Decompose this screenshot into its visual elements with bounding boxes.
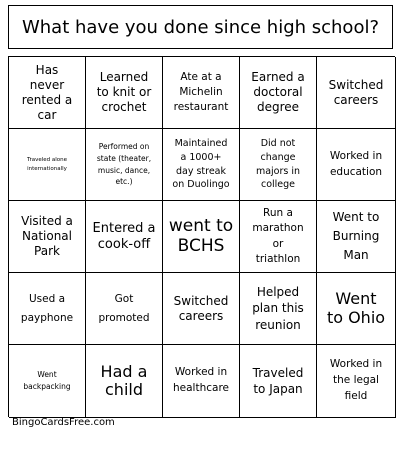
bingo-cell-r4c2[interactable] [86, 273, 163, 345]
card-title: What have you done since high school? [21, 16, 380, 38]
bingo-cell-r5c5[interactable] [317, 345, 396, 418]
bingo-cell-r3c5[interactable] [317, 201, 396, 273]
cell-text: Went backpacking [23, 370, 71, 391]
bingo-cell-r2c1[interactable] [9, 129, 86, 201]
card-title-box [8, 5, 393, 49]
cell-text: Worked in healthcare [173, 366, 229, 394]
bingo-cell-r3c1[interactable] [9, 201, 86, 273]
bingo-cell-r5c2[interactable] [86, 345, 163, 418]
cell-text: Switched careers [173, 293, 229, 323]
footer-brand: BingoCardsFree.com [12, 417, 115, 428]
cell-text: Traveled to Japan [252, 365, 304, 396]
cell-text: Ate at a Michelin restaurant [173, 70, 229, 114]
bingo-cell-r3c4[interactable] [240, 201, 317, 273]
bingo-cell-r1c3[interactable] [163, 57, 240, 129]
bingo-cell-r1c4[interactable] [240, 57, 317, 129]
bingo-cell-r4c1[interactable] [9, 273, 86, 345]
bingo-cell-r5c1[interactable] [9, 345, 86, 418]
cell-text: Earned a doctoral degree [251, 70, 305, 114]
cell-text: Performed on state (theater, music, dance, etc.) [96, 142, 152, 187]
cell-text: Worked in education [329, 150, 383, 178]
bingo-cell-r3c2[interactable] [86, 201, 163, 273]
cell-text: Went to Ohio [326, 289, 386, 327]
bingo-cell-r2c2[interactable] [86, 129, 163, 201]
cell-text: Maintained a 1000+ day streak on Duolingo [172, 137, 230, 191]
cell-text: Had a child [100, 361, 148, 399]
cell-text: Traveled alone internationally [26, 157, 68, 172]
cell-text: Worked in the legal field [329, 358, 383, 402]
bingo-cell-r1c5[interactable] [317, 57, 396, 129]
bingo-cell-r1c2[interactable] [86, 57, 163, 129]
cell-text: Has never rented a car [21, 62, 73, 122]
bingo-cell-r5c4[interactable] [240, 345, 317, 418]
cell-text: Went to Burning Man [332, 209, 380, 263]
bingo-cell-r1c1[interactable] [9, 57, 86, 129]
cell-text: Switched careers [328, 77, 384, 107]
cell-text: Entered a cook-off [92, 220, 156, 252]
cell-text: Visited a National Park [21, 214, 73, 258]
cell-text: Helped plan this reunion [252, 285, 304, 332]
bingo-cell-r4c3[interactable] [163, 273, 240, 345]
cell-text: Got promoted [98, 293, 150, 324]
bingo-cell-r2c5[interactable] [317, 129, 396, 201]
cell-text: Run a marathon or triathlon [252, 207, 304, 265]
cell-text: Used a payphone [20, 293, 74, 324]
bingo-cell-r3c3[interactable] [163, 201, 240, 273]
cell-text: went to BCHS [168, 215, 234, 256]
bingo-cell-r2c4[interactable] [240, 129, 317, 201]
bingo-cell-r4c4[interactable] [240, 273, 317, 345]
bingo-cell-r4c5[interactable] [317, 273, 396, 345]
bingo-cell-r5c3[interactable] [163, 345, 240, 418]
cell-text: Learned to knit or crochet [96, 70, 152, 114]
bingo-cell-r2c3[interactable] [163, 129, 240, 201]
bingo-grid [8, 56, 395, 417]
cell-text: Did not change majors in college [255, 137, 301, 191]
